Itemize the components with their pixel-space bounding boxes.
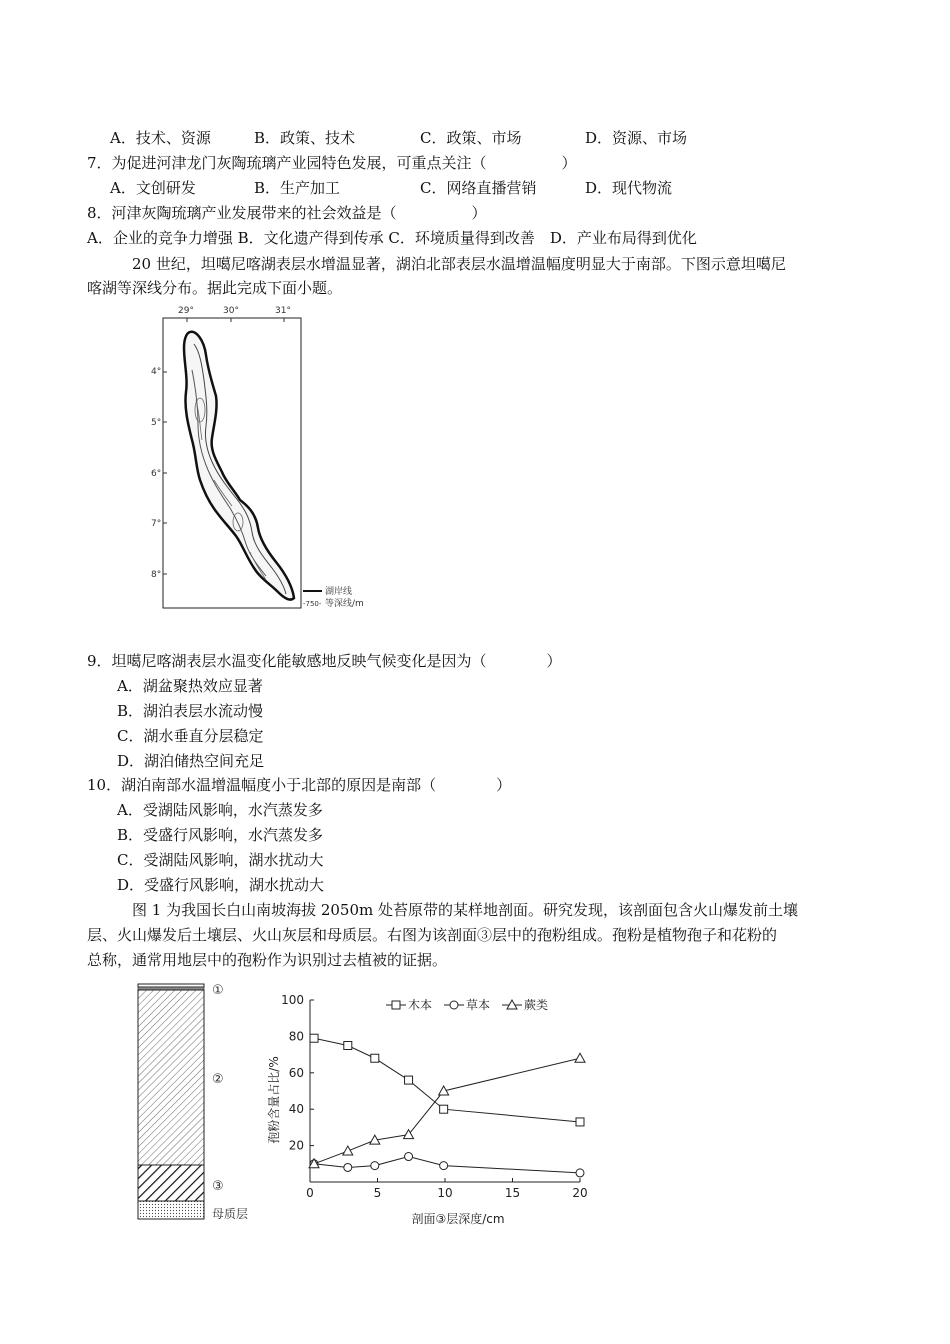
data-point-square <box>405 1076 413 1084</box>
q9-stem: 9．坦噶尼喀湖表层水温变化能敏感地反映气候变化是因为（ ） <box>87 652 562 670</box>
lat-label-4: 4° <box>151 367 162 377</box>
layer-3 <box>138 1165 204 1201</box>
data-point-square <box>310 1034 318 1042</box>
chart-legend <box>386 997 548 1012</box>
data-point-circle <box>576 1169 584 1177</box>
layer-2 <box>138 990 204 1165</box>
lon-label-29: 29° <box>178 306 194 316</box>
x-tick-label: 15 <box>504 1186 521 1200</box>
passage3-line3: 总称，通常用地层中的孢粉作为识别过去植被的证据。 <box>87 951 448 969</box>
q6-option-d: D．资源、市场 <box>585 129 688 147</box>
q9-option-b: B．湖泊表层水流动慢 <box>117 702 264 720</box>
q7-options-row <box>110 178 672 198</box>
lat-label-6: 6° <box>151 469 162 479</box>
q9-option-c: C．湖水垂直分层稳定 <box>117 727 264 745</box>
y-tick-label: 60 <box>288 1065 304 1080</box>
lake-shoreline <box>184 332 294 600</box>
q9-option-a: A．湖盆聚热效应显著 <box>117 677 263 695</box>
q6-options-row <box>110 128 687 148</box>
q10-option-b: B．受盛行风影响，水汽蒸发多 <box>117 826 324 844</box>
y-tick-label: 20 <box>288 1138 304 1153</box>
legend-label-triangle: 蕨类 <box>524 998 549 1012</box>
data-point-square <box>344 1042 352 1050</box>
parent-material-label: 母质层 <box>212 1207 249 1221</box>
y-tick-label: 80 <box>288 1029 304 1044</box>
data-point-square <box>371 1054 379 1062</box>
q10-option-d: D．受盛行风影响，湖水扰动大 <box>117 876 325 894</box>
y-tick-label: 40 <box>288 1102 304 1117</box>
passage2-line2: 喀湖等深线分布。据此完成下面小题。 <box>87 279 343 297</box>
q10-stem: 10．湖泊南部水温增温幅度小于北部的原因是南部（ ） <box>87 776 512 794</box>
x-axis-label: 剖面③层深度/cm <box>411 1212 505 1226</box>
data-point-circle <box>344 1163 352 1171</box>
lake-tanganyika-map <box>151 300 400 612</box>
legend-contour-label: 等深线/m <box>325 599 364 609</box>
lat-label-8: 8° <box>151 570 162 580</box>
x-tick-label: 20 <box>572 1186 588 1200</box>
data-point-square <box>576 1118 584 1126</box>
y-tick-label: 100 <box>281 993 304 1007</box>
lon-label-31: 31° <box>275 306 291 316</box>
q9-option-d: D．湖泊储热空间充足 <box>117 752 265 770</box>
lat-label-7: 7° <box>151 519 162 529</box>
q8-stem: 8．河津灰陶琉璃产业发展带来的社会效益是（ ） <box>87 204 487 222</box>
x-tick-label: 10 <box>437 1186 453 1200</box>
legend-label-circle: 草本 <box>466 998 491 1012</box>
layer-3-label: ③ <box>212 1179 224 1194</box>
q8-options-row: A．企业的竞争力增强 B．文化遗产得到传承 C．环境质量得到改善 D．产业布局得到优化 <box>87 229 697 247</box>
q10-option-c: C．受湖陆风影响，湖水扰动大 <box>117 851 324 869</box>
q7-stem: 7．为促进河津龙门灰陶琉璃产业园特色发展，可重点关注（ ） <box>87 154 577 172</box>
data-point-triangle <box>343 1146 353 1155</box>
layer-1-top <box>138 984 204 987</box>
legend-shoreline-label: 湖岸线 <box>325 587 353 597</box>
x-tick-label: 0 <box>306 1186 314 1200</box>
x-tick-label: 5 <box>373 1186 382 1200</box>
legend-marker-square <box>392 1001 400 1009</box>
data-point-circle <box>440 1162 448 1170</box>
data-point-circle <box>371 1162 379 1170</box>
passage2-line1: 20 世纪，坦噶尼喀湖表层水增温显著，湖泊北部表层水温增温幅度明显大于南部。下图示意坦噶尼 <box>132 255 786 273</box>
q7-option-c: C．网络直播营销 <box>420 179 537 197</box>
legend-contour-value: -750- <box>303 600 322 608</box>
data-point-square <box>440 1105 448 1113</box>
q6-option-a: A．技术、资源 <box>110 129 211 147</box>
legend-marker-circle <box>450 1001 458 1009</box>
q6-option-c: C．政策、市场 <box>420 129 522 147</box>
lon-label-30: 30° <box>223 306 239 316</box>
q7-option-a: A．文创研发 <box>110 179 196 197</box>
legend-label-square: 木本 <box>408 998 433 1012</box>
q7-option-d: D．现代物流 <box>585 179 673 197</box>
q7-option-b: B．生产加工 <box>254 179 341 197</box>
soil-profile-figure <box>130 978 270 1228</box>
y-axis-label: 孢粉含量占比/% <box>267 1056 281 1144</box>
chart-axes <box>281 993 588 1200</box>
q10-option-a: A．受湖陆风影响，水汽蒸发多 <box>117 801 323 819</box>
lat-label-5: 5° <box>151 418 162 428</box>
layer-1-label: ① <box>212 983 224 998</box>
layer-2-label: ② <box>212 1072 224 1087</box>
pollen-chart <box>258 985 598 1235</box>
chart-series <box>309 1034 585 1177</box>
data-point-triangle <box>575 1053 585 1062</box>
passage3-line2: 层、火山爆发后土壤层、火山灰层和母质层。右图为该剖面③层中的孢粉组成。孢粉是植物孢子和花粉的 <box>87 926 778 944</box>
q6-option-b: B．政策、技术 <box>254 129 356 147</box>
parent-material-layer <box>138 1201 204 1219</box>
data-point-circle <box>405 1153 413 1161</box>
passage3-line1: 图 1 为我国长白山南坡海拔 2050m 处苔原带的某样地剖面。研究发现，该剖面包含火山爆发前土壤 <box>132 901 799 919</box>
